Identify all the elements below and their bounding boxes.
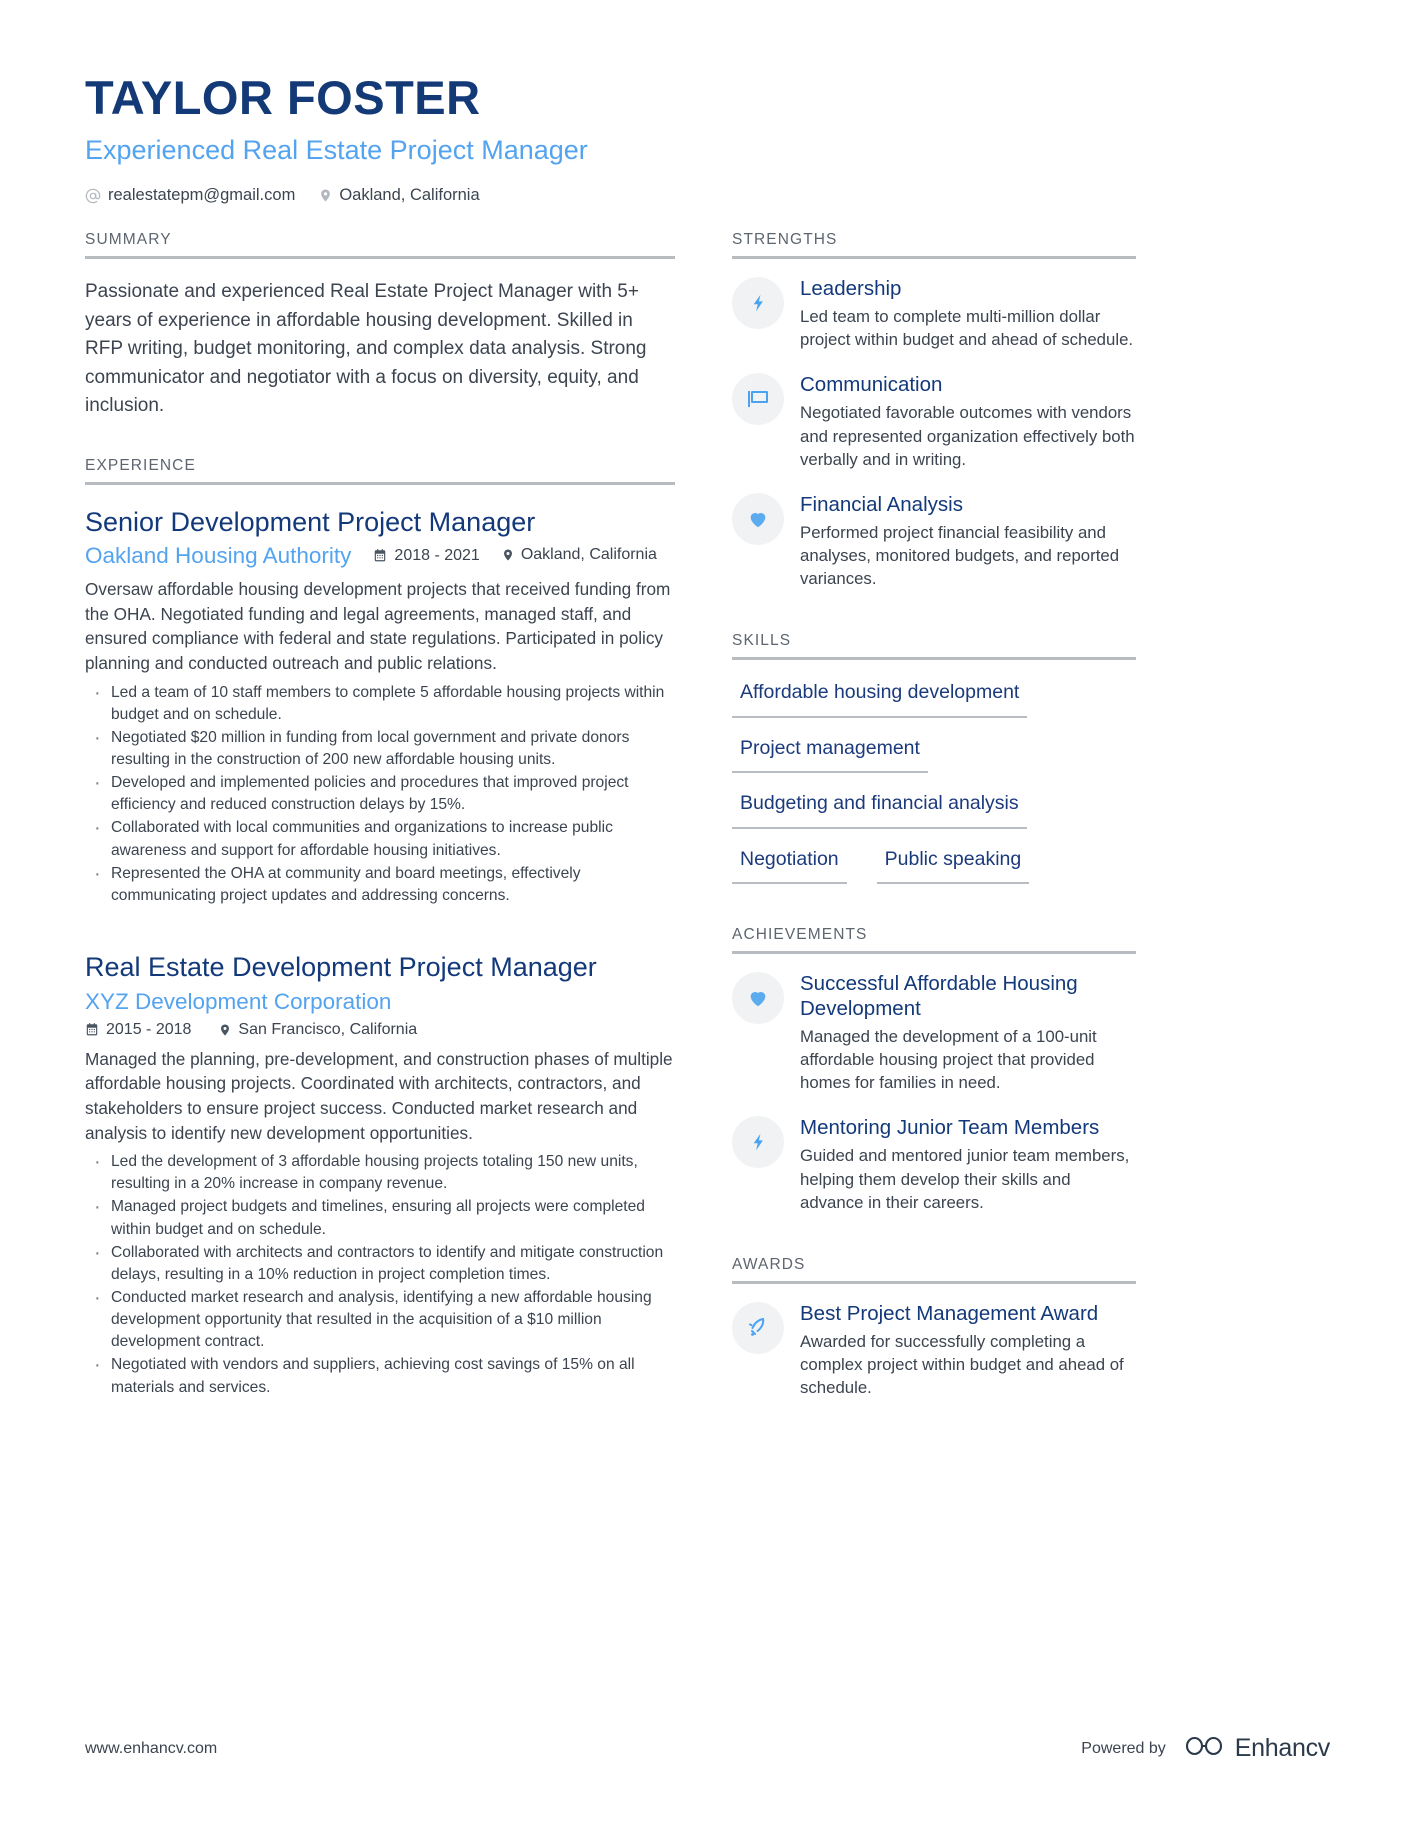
job-bullets xyxy=(85,1151,675,1399)
section-title-summary: SUMMARY xyxy=(85,231,172,249)
section-title-strengths: STRENGTHS xyxy=(732,231,838,249)
section-strengths xyxy=(732,231,1136,590)
footer-brand-area xyxy=(1081,1733,1330,1764)
job-location xyxy=(502,546,657,564)
heart-icon xyxy=(732,972,784,1024)
job-dates-text: 2015 - 2018 xyxy=(106,1020,192,1038)
job-location-text: Oakland, California xyxy=(520,546,657,564)
strength-title: Financial Analysis xyxy=(800,492,963,516)
resume-body xyxy=(0,231,1410,1419)
calendar-icon xyxy=(373,548,387,563)
job-location-text: San Francisco, California xyxy=(238,1020,418,1038)
calendar-icon xyxy=(85,1022,99,1037)
heart-icon xyxy=(732,493,784,545)
section-divider xyxy=(732,256,1136,259)
contact-location-text: Oakland, California xyxy=(339,186,480,205)
experience-entry xyxy=(85,506,675,908)
enhancv-infinity-logo xyxy=(1182,1733,1226,1764)
skill-tag: Budgeting and financial analysis xyxy=(732,787,1027,828)
rocket-icon xyxy=(732,1302,784,1354)
strengths-list xyxy=(732,275,1136,590)
job-dates-text: 2018 - 2021 xyxy=(394,546,480,564)
lightning-bolt-icon xyxy=(732,1116,784,1168)
section-title-achievements: ACHIEVEMENTS xyxy=(732,925,868,943)
award-item xyxy=(732,1300,1136,1400)
award-description: Awarded for successfully completing a complex project within budget and ahead of schedule. xyxy=(800,1331,1124,1398)
section-experience xyxy=(85,457,675,1399)
list-item: · Represented the OHA at community and board meetings, effectively communicating project updates and addressing concerns. xyxy=(85,863,675,907)
brand-name: Enhancv xyxy=(1234,1734,1330,1762)
list-item: · Conducted market research and analysis, identifying a new affordable housing development opportunity that resulted in the acquisition of a $10 million development contract. xyxy=(85,1287,675,1353)
map-pin-icon xyxy=(319,187,332,204)
skill-tag: Affordable housing development xyxy=(732,676,1027,717)
right-column xyxy=(732,231,1136,1419)
summary-text: Passionate and experienced Real Estate Project Manager with 5+ years of experience in affordable housing development. Skilled in RFP writing, budget monitoring, and complex data analysis. Strong communicator and negotiator with a focus on diversity, equity, and inclusion. xyxy=(85,281,647,417)
job-company: Oakland Housing Authority xyxy=(85,543,352,569)
lightning-bolt-icon xyxy=(732,277,784,329)
powered-by-label: Powered by xyxy=(1081,1739,1166,1757)
section-skills xyxy=(732,632,1136,898)
achievement-title: Mentoring Junior Team Members xyxy=(800,1116,1100,1140)
award-title: Best Project Management Award xyxy=(800,1301,1099,1325)
section-achievements xyxy=(732,926,1136,1214)
job-title: Real Estate Development Project Manager xyxy=(85,952,597,983)
section-title-skills: SKILLS xyxy=(732,632,792,650)
awards-list xyxy=(732,1300,1136,1400)
strength-description: Led team to complete multi-million dollar project within budget and ahead of schedule. xyxy=(800,307,1134,350)
professional-headline: Experienced Real Estate Project Manager xyxy=(85,134,588,165)
section-divider xyxy=(85,256,675,259)
page-title: TAYLOR FOSTER xyxy=(85,71,481,124)
list-item: · Negotiated $20 million in funding from local government and private donors resulting in the construction of 200 new affordable housing units. xyxy=(85,727,675,771)
flag-icon xyxy=(732,373,784,425)
section-title-experience: EXPERIENCE xyxy=(85,456,196,474)
experience-entry xyxy=(85,951,675,1399)
resume-header xyxy=(0,0,1410,205)
job-description: Oversaw affordable housing development projects that received funding from the OHA. Negotiated funding and legal agreements, managed staff, and ensured compliance with federal and state regulations. Participated in policy planning and conducted outreach and public relations. xyxy=(85,579,671,674)
job-bullets xyxy=(85,682,675,907)
strength-item xyxy=(732,371,1136,471)
skill-tag: Project management xyxy=(732,732,928,773)
map-pin-icon xyxy=(502,547,514,563)
list-item: · Developed and implemented policies and procedures that improved project efficiency and reduced construction delays by 15%. xyxy=(85,772,675,816)
enhancv-logo xyxy=(1182,1733,1330,1764)
list-item: · Negotiated with vendors and suppliers, achieving cost savings of 15% on all materials and services. xyxy=(85,1354,675,1398)
achievement-item xyxy=(732,970,1136,1095)
list-item: · Led a team of 10 staff members to complete 5 affordable housing projects within budget and on schedule. xyxy=(85,682,675,726)
left-column xyxy=(85,231,675,1405)
page-footer xyxy=(85,1733,1330,1764)
job-dates xyxy=(85,1021,191,1039)
strength-item xyxy=(732,491,1136,591)
section-divider xyxy=(85,482,675,485)
achievement-description: Guided and mentored junior team members, helping them develop their skills and advance in their careers. xyxy=(800,1146,1130,1212)
strength-title: Leadership xyxy=(800,277,902,301)
section-title-awards: AWARDS xyxy=(732,1255,806,1273)
achievement-description: Managed the development of a 100-unit affordable housing project that provided homes for families in need. xyxy=(800,1026,1097,1093)
skills-list xyxy=(732,676,1136,898)
achievement-title: Successful Affordable Housing Development xyxy=(800,971,1078,1020)
job-company: XYZ Development Corporation xyxy=(85,988,392,1014)
achievements-list xyxy=(732,970,1136,1214)
job-title: Senior Development Project Manager xyxy=(85,506,536,537)
list-item: · Collaborated with local communities and organizations to increase public awareness and support for affordable housing initiatives. xyxy=(85,817,675,861)
job-description: Managed the planning, pre-development, and construction phases of multiple affordable housing projects. Coordinated with architects, contractors, and stakeholders to ensure project success. Conducted market research and analysis to identify new development opportunities. xyxy=(85,1048,673,1143)
job-dates xyxy=(373,547,479,565)
list-item: · Led the development of 3 affordable housing projects totaling 150 new units, resulting in a 20% increase in company revenue. xyxy=(85,1151,675,1195)
list-item: · Managed project budgets and timelines, ensuring all projects were completed within budget and on schedule. xyxy=(85,1196,675,1240)
job-meta-row xyxy=(85,1021,675,1039)
section-awards xyxy=(732,1256,1136,1400)
contact-email-text: realestatepm@gmail.com xyxy=(108,186,296,205)
strength-item xyxy=(732,275,1136,351)
achievement-item xyxy=(732,1114,1136,1214)
section-divider xyxy=(732,1281,1136,1284)
skill-tag: Negotiation xyxy=(732,843,847,884)
section-summary xyxy=(85,231,675,421)
section-divider xyxy=(732,657,1136,660)
strength-title: Communication xyxy=(800,373,943,397)
job-location xyxy=(219,1021,417,1039)
list-item: · Collaborated with architects and contractors to identify and mitigate construction delays, resulting in a 10% reduction in project completion times. xyxy=(85,1242,675,1286)
job-meta-row xyxy=(85,543,675,569)
footer-url[interactable]: www.enhancv.com xyxy=(85,1739,218,1757)
skill-tag: Public speaking xyxy=(877,843,1030,884)
map-pin-icon xyxy=(219,1022,231,1038)
at-sign-icon xyxy=(85,188,101,204)
contact-row xyxy=(85,186,1330,205)
strength-description: Performed project financial feasibility and analyses, monitored budgets, and reported variances. xyxy=(800,522,1120,589)
contact-email[interactable] xyxy=(85,186,295,205)
strength-description: Negotiated favorable outcomes with vendors and represented organization effectively both verbally and in writing. xyxy=(800,403,1135,469)
section-divider xyxy=(732,951,1136,954)
contact-location xyxy=(319,186,479,205)
